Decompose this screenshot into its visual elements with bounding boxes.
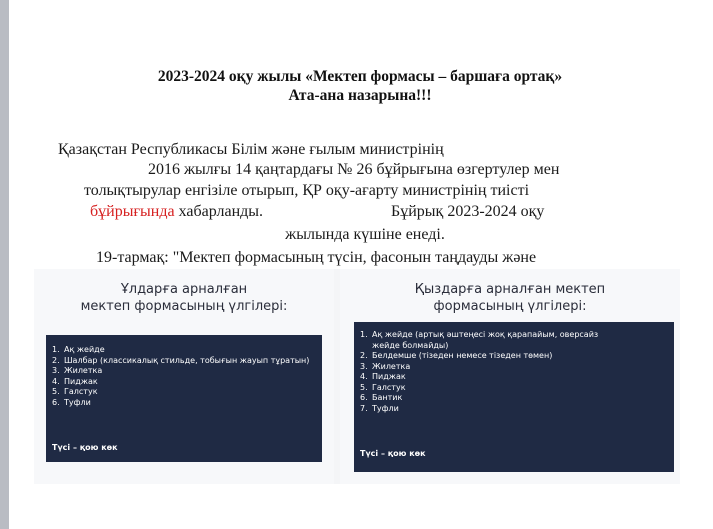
- list-item: 1. Ақ жейде: [52, 345, 105, 354]
- list-item: жейде болмайды): [372, 340, 449, 350]
- girls-panel-title: [340, 281, 680, 315]
- girls-title-line-1: Қыздарға арналған мектеп: [414, 282, 606, 297]
- list-item: 3. Жилетка: [52, 366, 103, 375]
- boys-items-box: [46, 335, 322, 462]
- boys-panel-title: [34, 281, 334, 315]
- boys-title-line-1: Ұлдарға арналған: [120, 282, 248, 297]
- girls-title-line-2: формасының үлгілері:: [433, 299, 587, 314]
- list-item: 4. Пиджак: [360, 372, 406, 381]
- list-item: 7. Туфли: [360, 403, 399, 413]
- list-item: 1. Ақ жейде (артық әштеңесі жоқ қарапайым, оверсайз: [360, 330, 599, 339]
- body-line-1: Қазақстан Республикасы Білім және ғылым министрінің: [58, 141, 444, 158]
- list-item: 5. Галстук: [360, 382, 406, 392]
- body-line-2: 2016 жылғы 14 қаңтардағы № 26 бұйрығына өзгертулер мен: [148, 161, 560, 178]
- document-title: 2023-2024 оқу жылы «Мектеп формасы – баршаға ортақ»: [157, 68, 563, 85]
- list-item: 3. Жилетка: [360, 361, 411, 371]
- list-item: 6. Бантик: [360, 393, 403, 402]
- girls-uniform-panel: [340, 269, 680, 484]
- girls-items-list: [360, 330, 598, 414]
- list-item: 2. Белдемше (тізеден немесе тізеден төмен): [360, 351, 553, 360]
- list-item: 4. Пиджак: [52, 376, 98, 386]
- body-line-5: жылында күшіне енеді.: [285, 226, 445, 243]
- boys-title-line-2: мектеп формасының үлгілері:: [80, 299, 288, 314]
- girls-items-box: [354, 322, 674, 472]
- list-item: 5. Галстук: [52, 387, 98, 396]
- body-line-4-right: Бұйрық 2023-2024 оқу: [391, 203, 545, 220]
- body-line-4-rest: хабарланды.: [174, 203, 264, 220]
- body-line-4: [90, 202, 690, 222]
- girls-color-note: Түсі – қою көк: [360, 449, 426, 458]
- list-item: 2. Шалбар (классикалық стильде, тобығын жауып тұратын): [52, 355, 310, 365]
- boys-uniform-panel: [34, 269, 334, 484]
- body-line-3: толықтырулар енгізіле отырып, ҚР оқу-ағарту министрінің тиісті: [84, 182, 530, 199]
- uniform-panels: [34, 269, 680, 484]
- boys-items-list: [52, 345, 309, 408]
- boys-color-note: Түсі – қою көк: [52, 443, 118, 452]
- left-edge-bar: [0, 0, 9, 529]
- highlighted-word: бұйрығында: [90, 203, 175, 220]
- list-item: 6. Туфли: [52, 397, 91, 407]
- document-subtitle: Ата-ана назарына!!!: [288, 87, 432, 104]
- body-line-6: 19-тармақ: "Мектеп формасының түсін, фасонын таңдауды және: [96, 249, 537, 266]
